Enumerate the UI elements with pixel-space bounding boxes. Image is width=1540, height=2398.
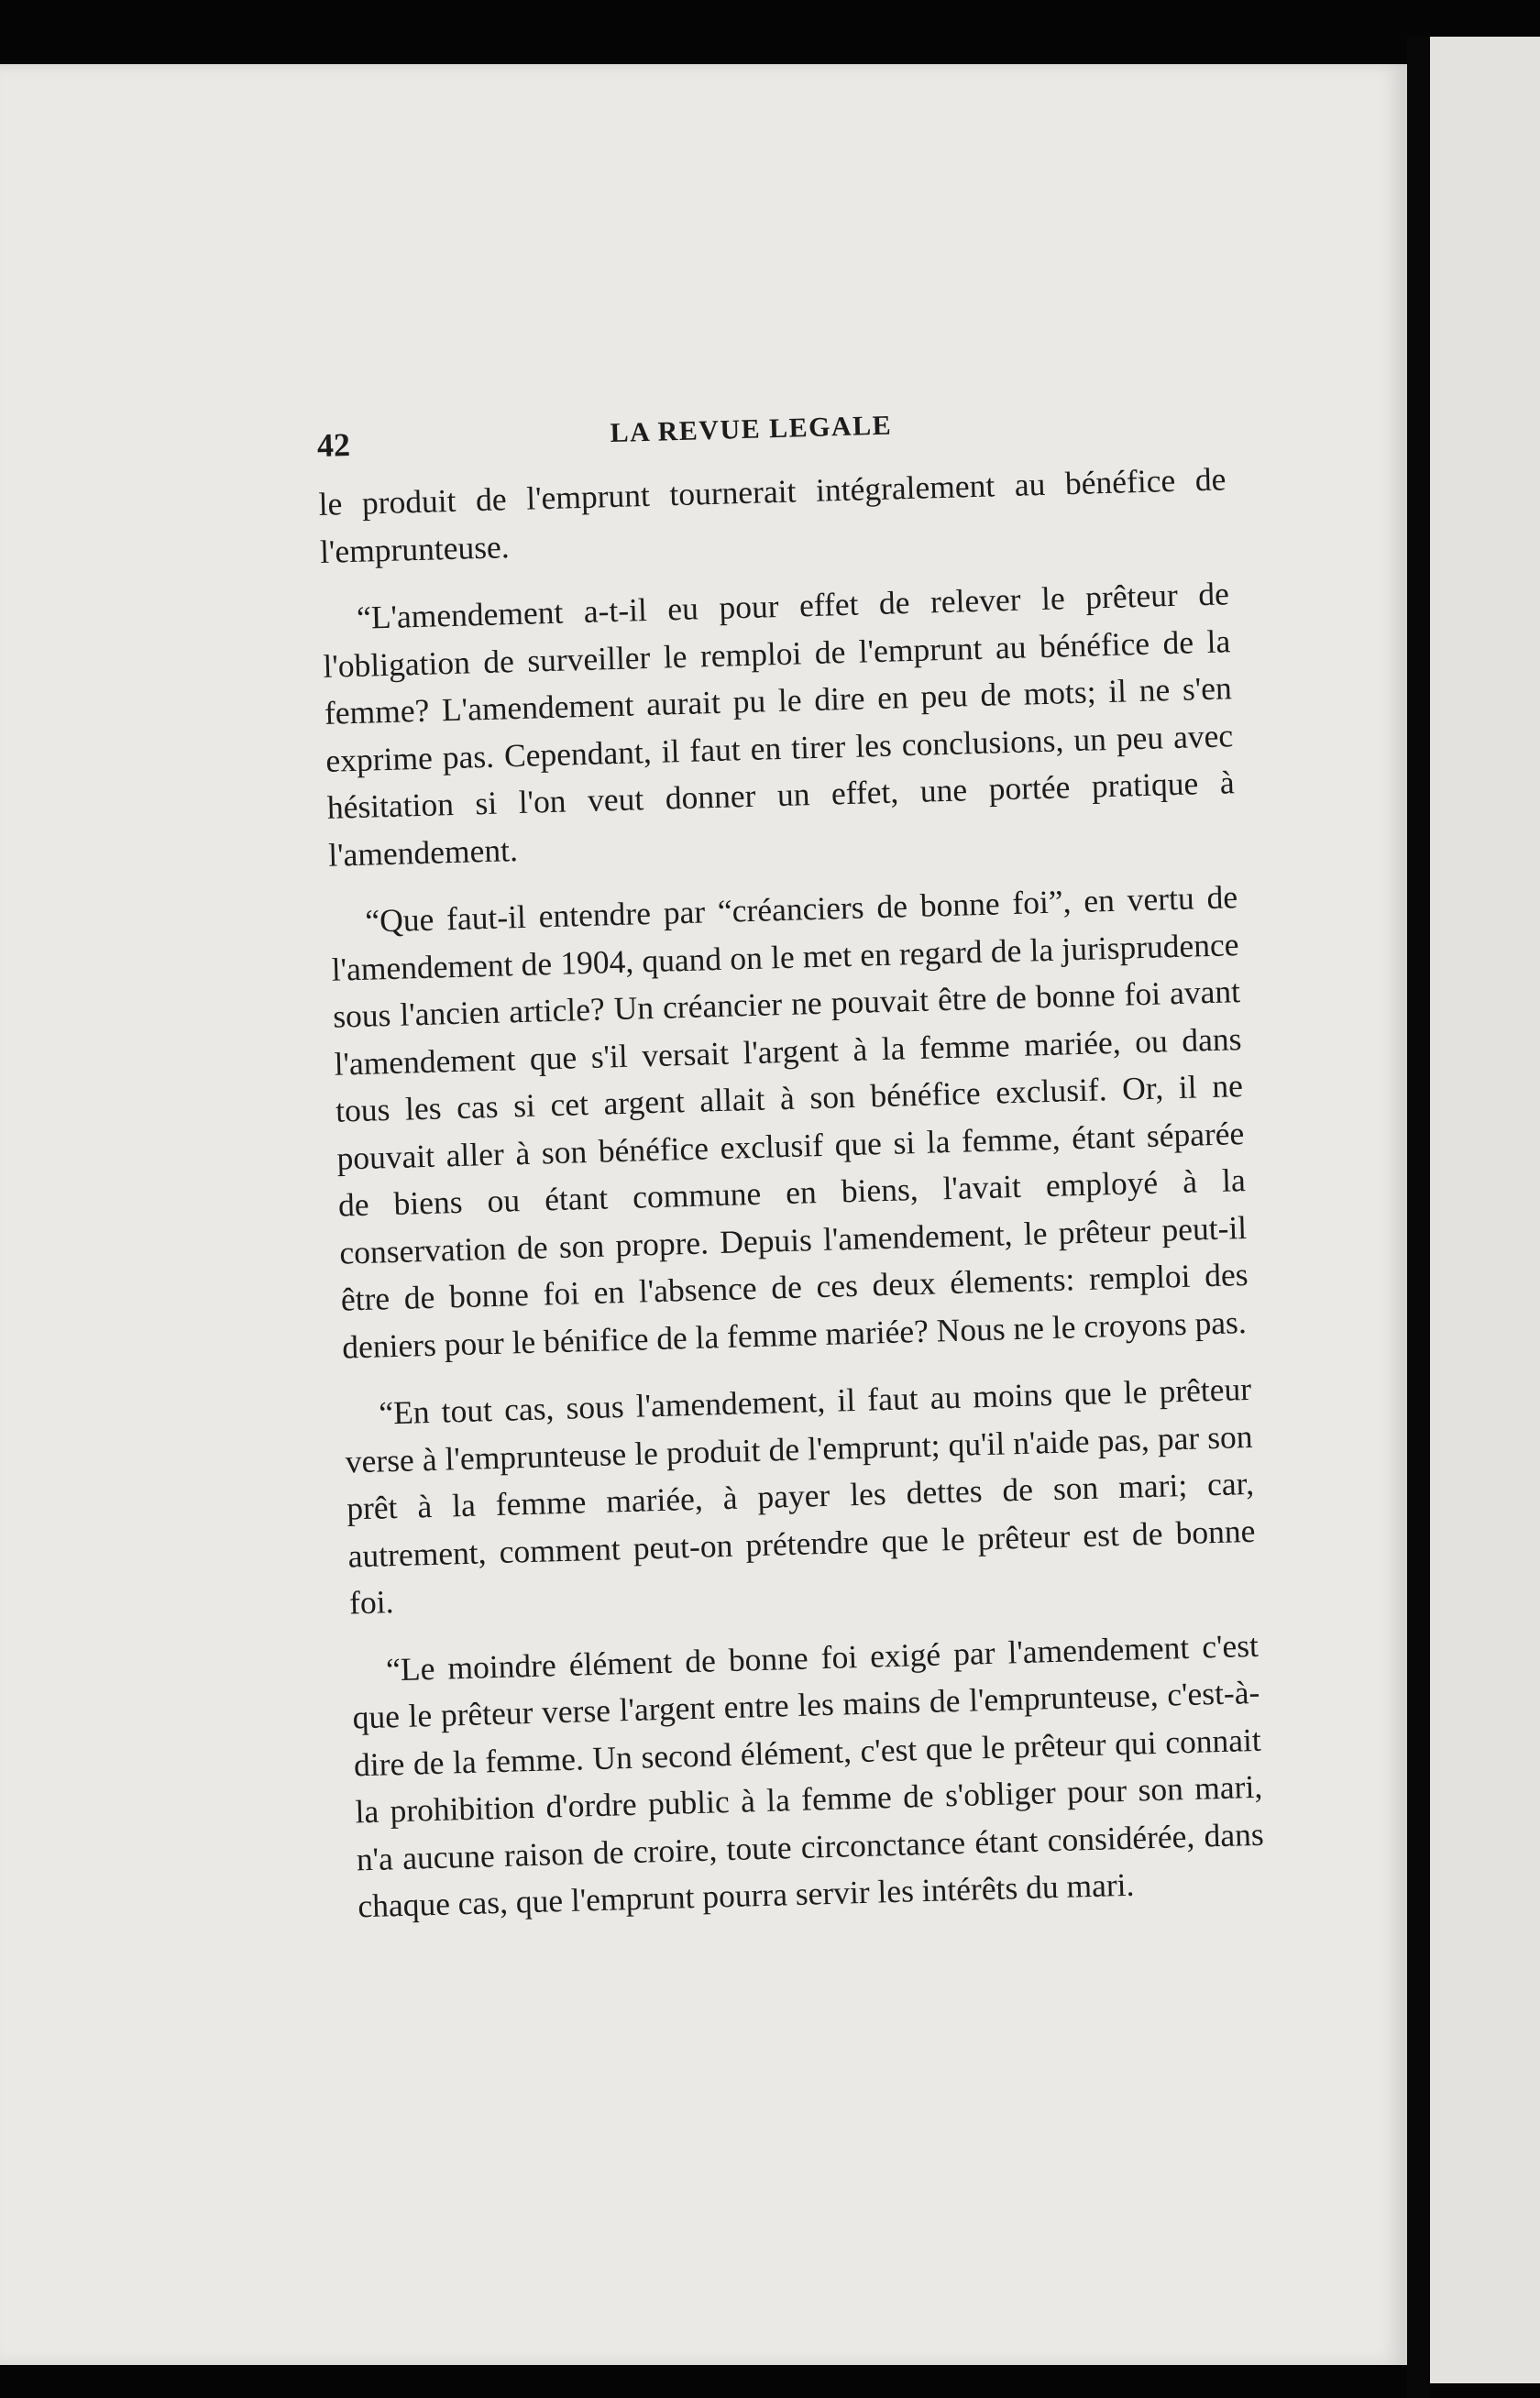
paragraph-amendement-question: “L'amendement a-t-il eu pour effet de relever le prêteur de l'obligation de surveiller le remploi de l'emprunt au bénéfice de la femme? L'amendement aurait pu le dire en peu de mots; il ne s'en exprime pas. Cependant, il faut en tirer les conclusions, un peu avec hésitation si l'on veut donner un effet, une portée pratique à l'amendement.: [323, 575, 1236, 874]
page-text-block: [316, 391, 1266, 1930]
paragraph-moindre-element: “Le moindre élément de bonne foi exigé par l'amendement c'est que le prêteur verse l'argent entre les mains de l'emprunteuse, c'est-à-dire de la femme. Un second élément, c'est que le prêteur qui connait la prohibition d'ordre public à la femme de s'obliger pour son mari, n'a aucune raison de croire, toute circonctance étant considérée, dans chaque cas, que l'emprunt pourra servir les intérêts du mari.: [352, 1626, 1265, 1925]
running-title: LA REVUE LEGALE: [610, 410, 893, 449]
paragraph-continuation: le produit de l'emprunt tournerait intégralement au bénéfice de l'emprunteuse.: [318, 460, 1226, 570]
book-spine: [1407, 37, 1430, 2398]
paragraph-en-tout-cas: “En tout cas, sous l'amendement, il faut au moins que le prêteur verse à l'emprunteuse le produit de l'emprunt; qu'il n'aide pas, par son prêt à la femme mariée, à payer les dettes de son mari; car, autrement, comment peut-on prétendre que le prêteur est de bonne foi.: [345, 1370, 1256, 1622]
paragraph-creanciers-bonne-foi: “Que faut-il entendre par “créanciers de bonne foi”, en vertu de l'amendement de 1904, quand on le met en regard de la jurisprudence sous l'ancien article? Un créancier ne pouvait être de bonne foi avant l'amendement que s'il versait l'argent à la femme mariée, ou dans tous les cas si cet argent allait à son bénéfice exclusif. Or, il ne pouvait aller à son bénéfice exclusif que si la femme, étant séparée de biens ou étant commune en biens, l'avait employé à la conservation de son propre. Depuis l'amendement, le prêteur peut-il être de bonne foi en l'absence de ces deux élements: remploi des deniers pour le bénifice de la femme mariée? Nous ne le croyons pas.: [331, 878, 1249, 1366]
facing-page-edge: [1430, 37, 1540, 2383]
page-number: 42: [316, 425, 351, 464]
